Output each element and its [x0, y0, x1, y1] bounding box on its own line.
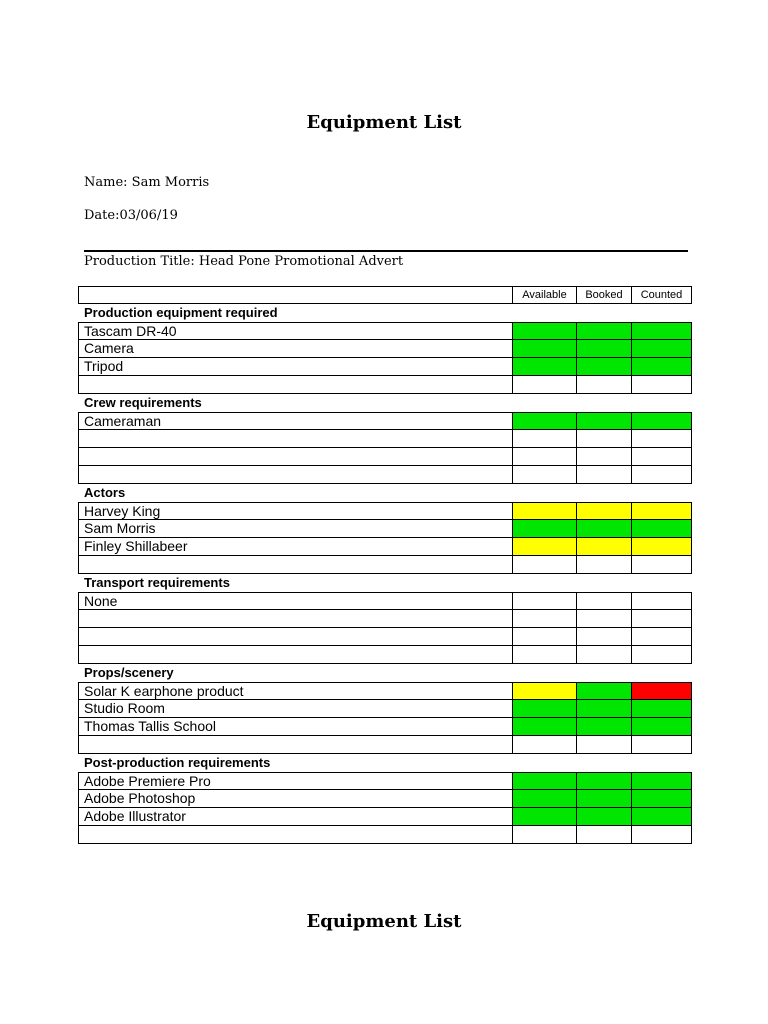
- section-rows: [78, 772, 692, 844]
- booked-status-cell: [577, 466, 632, 484]
- footer-title: Equipment List: [306, 911, 462, 932]
- item-label: Adobe Illustrator: [78, 808, 513, 826]
- booked-status-cell: [577, 358, 632, 376]
- table-row: [78, 376, 692, 394]
- booked-status-cell: [577, 376, 632, 394]
- available-status-cell: [513, 358, 577, 376]
- booked-status-cell: [577, 718, 632, 736]
- table-row: [78, 700, 692, 718]
- counted-status-cell: [632, 412, 692, 430]
- table-row: [78, 340, 692, 358]
- available-status-cell: [513, 592, 577, 610]
- available-status-cell: [513, 448, 577, 466]
- counted-status-cell: [632, 592, 692, 610]
- counted-status-cell: [632, 700, 692, 718]
- item-label: [78, 736, 513, 754]
- item-label: [78, 610, 513, 628]
- available-status-cell: [513, 430, 577, 448]
- section-rows: [78, 322, 692, 394]
- divider-rule: [84, 250, 688, 252]
- item-label: Camera: [78, 340, 513, 358]
- booked-status-cell: [577, 448, 632, 466]
- section-rows: [78, 502, 692, 574]
- counted-status-cell: [632, 808, 692, 826]
- counted-status-cell: [632, 826, 692, 844]
- production-title: Production Title: Head Pone Promotional Advert: [84, 254, 404, 269]
- section-title: Props/scenery: [84, 665, 174, 680]
- table-row: [78, 322, 692, 340]
- available-status-cell: [513, 412, 577, 430]
- available-status-cell: [513, 700, 577, 718]
- item-label: Solar K earphone product: [78, 682, 513, 700]
- section-title: Actors: [84, 485, 126, 500]
- table-row: [78, 790, 692, 808]
- booked-status-cell: [577, 340, 632, 358]
- item-label: [78, 376, 513, 394]
- booked-status-cell: [577, 592, 632, 610]
- counted-status-cell: [632, 340, 692, 358]
- booked-status-cell: [577, 412, 632, 430]
- table-row: [78, 592, 692, 610]
- item-label: [78, 430, 513, 448]
- counted-status-cell: [632, 448, 692, 466]
- available-status-cell: [513, 502, 577, 520]
- section-rows: [78, 592, 692, 664]
- item-label: Tripod: [78, 358, 513, 376]
- table-row: [78, 718, 692, 736]
- available-status-cell: [513, 340, 577, 358]
- item-label: [78, 628, 513, 646]
- table-row: [78, 808, 692, 826]
- available-status-cell: [513, 718, 577, 736]
- item-label: Studio Room: [78, 700, 513, 718]
- table-sections: [78, 304, 692, 844]
- booked-status-cell: [577, 556, 632, 574]
- counted-status-cell: [632, 376, 692, 394]
- booked-status-cell: [577, 646, 632, 664]
- item-label: None: [78, 592, 513, 610]
- item-label: Finley Shillabeer: [78, 538, 513, 556]
- table-row: [78, 646, 692, 664]
- booked-status-cell: [577, 826, 632, 844]
- available-status-cell: [513, 322, 577, 340]
- header-available: Available: [513, 286, 577, 304]
- item-label: Tascam DR-40: [78, 322, 513, 340]
- table-row: [78, 412, 692, 430]
- table-row: [78, 430, 692, 448]
- booked-status-cell: [577, 538, 632, 556]
- counted-status-cell: [632, 466, 692, 484]
- booked-status-cell: [577, 430, 632, 448]
- header-blank-cell: [78, 286, 513, 304]
- counted-status-cell: [632, 610, 692, 628]
- item-label: Thomas Tallis School: [78, 718, 513, 736]
- available-status-cell: [513, 736, 577, 754]
- available-status-cell: [513, 538, 577, 556]
- item-label: [78, 448, 513, 466]
- counted-status-cell: [632, 322, 692, 340]
- booked-status-cell: [577, 790, 632, 808]
- counted-status-cell: [632, 646, 692, 664]
- booked-status-cell: [577, 700, 632, 718]
- table-row: [78, 466, 692, 484]
- counted-status-cell: [632, 718, 692, 736]
- booked-status-cell: [577, 736, 632, 754]
- available-status-cell: [513, 808, 577, 826]
- equipment-table: [78, 286, 692, 844]
- item-label: [78, 646, 513, 664]
- available-status-cell: [513, 790, 577, 808]
- available-status-cell: [513, 682, 577, 700]
- table-row: [78, 610, 692, 628]
- table-row: [78, 736, 692, 754]
- table-row: [78, 448, 692, 466]
- available-status-cell: [513, 646, 577, 664]
- booked-status-cell: [577, 808, 632, 826]
- table-row: [78, 556, 692, 574]
- counted-status-cell: [632, 736, 692, 754]
- booked-status-cell: [577, 322, 632, 340]
- section-title: Transport requirements: [84, 575, 230, 590]
- item-label: Cameraman: [78, 412, 513, 430]
- section-rows: [78, 682, 692, 754]
- available-status-cell: [513, 520, 577, 538]
- item-label: Sam Morris: [78, 520, 513, 538]
- table-row: [78, 502, 692, 520]
- counted-status-cell: [632, 628, 692, 646]
- table-row: [78, 682, 692, 700]
- booked-status-cell: [577, 772, 632, 790]
- name-line: Name: Sam Morris: [84, 175, 210, 190]
- page-title: Equipment List: [306, 112, 462, 133]
- table-row: [78, 826, 692, 844]
- item-label: Harvey King: [78, 502, 513, 520]
- counted-status-cell: [632, 520, 692, 538]
- counted-status-cell: [632, 502, 692, 520]
- table-row: [78, 520, 692, 538]
- counted-status-cell: [632, 682, 692, 700]
- item-label: Adobe Premiere Pro: [78, 772, 513, 790]
- date-line: Date:03/06/19: [84, 208, 178, 223]
- counted-status-cell: [632, 430, 692, 448]
- section-title: Production equipment required: [84, 305, 278, 320]
- available-status-cell: [513, 610, 577, 628]
- header-row: [78, 286, 692, 304]
- header-booked: Booked: [577, 286, 632, 304]
- section-title: Crew requirements: [84, 395, 202, 410]
- table-row: [78, 358, 692, 376]
- table-row: [78, 628, 692, 646]
- counted-status-cell: [632, 358, 692, 376]
- item-label: [78, 556, 513, 574]
- item-label: [78, 826, 513, 844]
- counted-status-cell: [632, 538, 692, 556]
- counted-status-cell: [632, 556, 692, 574]
- section-title: Post-production requirements: [84, 755, 271, 770]
- available-status-cell: [513, 772, 577, 790]
- table-row: [78, 772, 692, 790]
- available-status-cell: [513, 628, 577, 646]
- available-status-cell: [513, 466, 577, 484]
- booked-status-cell: [577, 502, 632, 520]
- booked-status-cell: [577, 520, 632, 538]
- booked-status-cell: [577, 610, 632, 628]
- booked-status-cell: [577, 682, 632, 700]
- item-label: Adobe Photoshop: [78, 790, 513, 808]
- header-counted: Counted: [632, 286, 692, 304]
- available-status-cell: [513, 376, 577, 394]
- counted-status-cell: [632, 772, 692, 790]
- available-status-cell: [513, 556, 577, 574]
- item-label: [78, 466, 513, 484]
- booked-status-cell: [577, 628, 632, 646]
- counted-status-cell: [632, 790, 692, 808]
- available-status-cell: [513, 826, 577, 844]
- table-row: [78, 538, 692, 556]
- section-rows: [78, 412, 692, 484]
